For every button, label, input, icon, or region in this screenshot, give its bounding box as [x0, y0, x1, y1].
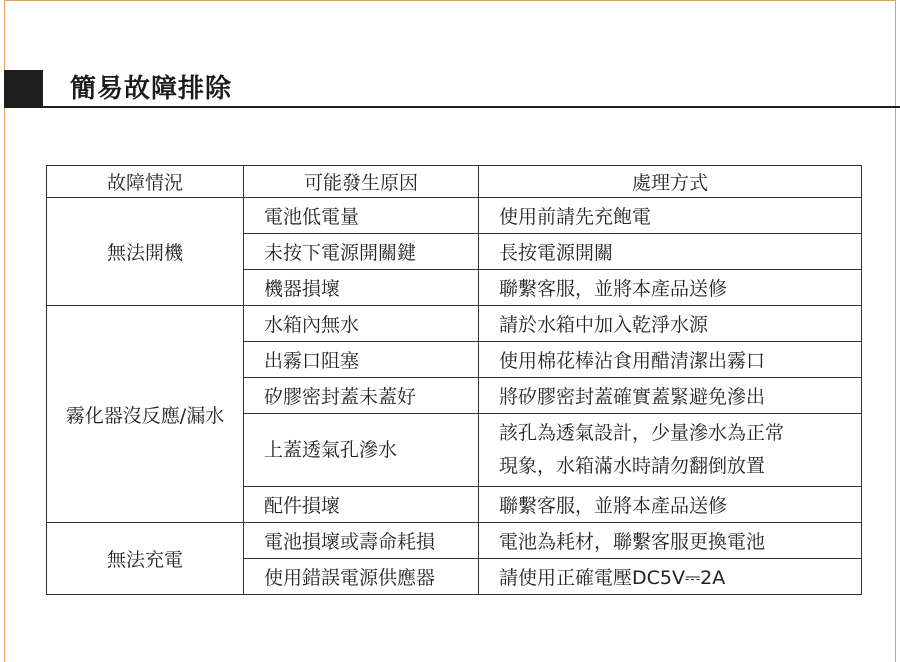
header-solution: 處理方式: [479, 166, 862, 198]
solution-line: 現象，水箱滿水時請勿翻倒放置: [499, 455, 766, 477]
solution-cell: 使用前請先充飽電: [479, 198, 862, 234]
solution-cell: 長按電源開關: [479, 234, 862, 270]
cause-cell: 使用錯誤電源供應器: [244, 559, 479, 595]
symptom-cell: 霧化器沒反應/漏水: [47, 306, 244, 523]
cause-cell: 上蓋透氣孔滲水: [244, 414, 479, 487]
header-accent-block: [4, 70, 43, 108]
header-symptom: 故障情況: [47, 166, 244, 198]
table-row: [47, 523, 862, 559]
symptom-cell: 無法開機: [47, 198, 244, 306]
solution-cell: 電池為耗材，聯繫客服更換電池: [479, 523, 862, 559]
header-cause: 可能發生原因: [244, 166, 479, 198]
header-divider: [4, 106, 900, 108]
table-row: [47, 198, 862, 234]
table-row: [47, 306, 862, 342]
symptom-cell: 無法充電: [47, 523, 244, 595]
cause-cell: 出霧口阻塞: [244, 342, 479, 378]
solution-cell: 請於水箱中加入乾淨水源: [479, 306, 862, 342]
page-title: 簡易故障排除: [70, 74, 233, 104]
solution-cell: 將矽膠密封蓋確實蓋緊避免滲出: [479, 378, 862, 414]
solution-cell: 請使用正確電壓DC5V⎓2A: [479, 559, 862, 595]
cause-cell: 水箱內無水: [244, 306, 479, 342]
cause-cell: 機器損壞: [244, 270, 479, 306]
solution-line: 該孔為透氣設計，少量滲水為正常: [499, 422, 785, 444]
cause-cell: 電池低電量: [244, 198, 479, 234]
cause-cell: 未按下電源開關鍵: [244, 234, 479, 270]
cause-cell: 矽膠密封蓋未蓋好: [244, 378, 479, 414]
solution-cell: 使用棉花棒沾食用醋清潔出霧口: [479, 342, 862, 378]
solution-cell: [479, 414, 862, 487]
table-header-row: [47, 166, 862, 198]
cause-cell: 配件損壞: [244, 487, 479, 523]
solution-cell: 聯繫客服，並將本產品送修: [479, 270, 862, 306]
solution-cell: 聯繫客服，並將本產品送修: [479, 487, 862, 523]
troubleshooting-table: [46, 165, 862, 595]
cause-cell: 電池損壞或壽命耗損: [244, 523, 479, 559]
